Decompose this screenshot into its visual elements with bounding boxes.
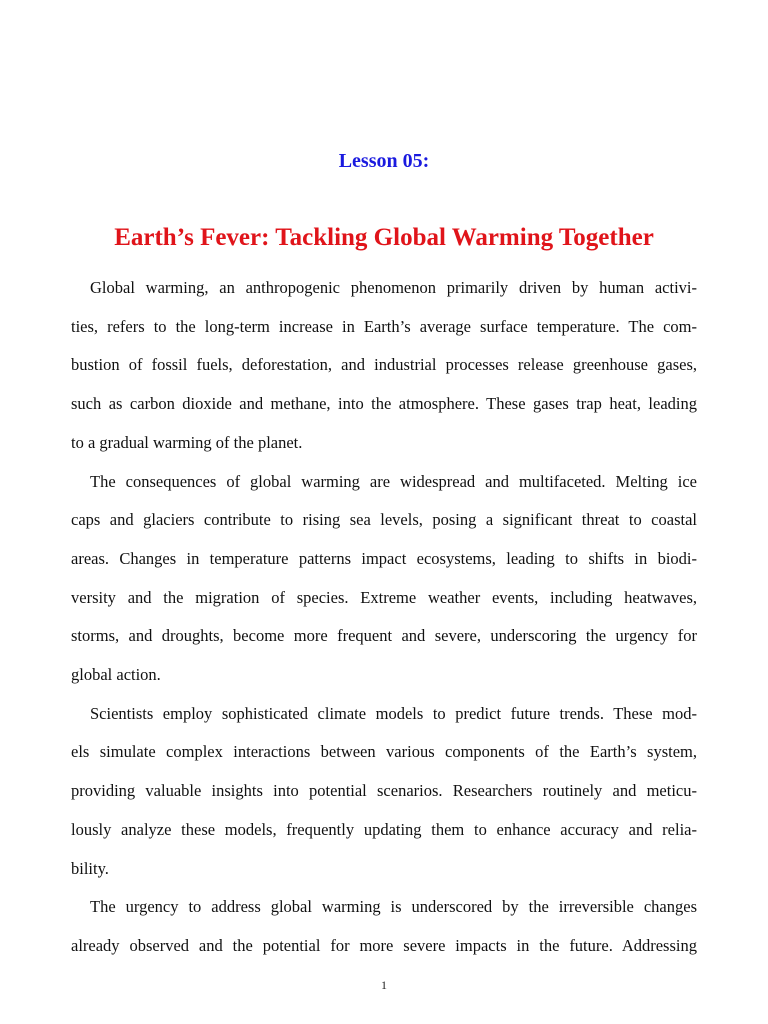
page-number: 1 [381, 978, 387, 992]
lesson-heading: Lesson 05: [338, 150, 430, 172]
text-line: areas. Changes in temperature patterns impact ecosystems, leading to shifts in biodi- [71, 548, 697, 568]
body-text [71, 269, 697, 966]
text-line: providing valuable insights into potential scenarios. Researchers routinely and meticu- [71, 781, 697, 801]
paragraph-3 [71, 695, 697, 889]
text-line: already observed and the potential for more severe impacts in the future. Addressing [71, 935, 697, 955]
text-line: versity and the migration of species. Extreme weather events, including heatwaves, [71, 587, 697, 607]
text-line: storms, and droughts, become more frequent and severe, underscoring the urgency for [71, 626, 697, 646]
text-line: The consequences of global warming are widespread and multifaceted. Melting ice [90, 471, 697, 491]
text-line: ties, refers to the long-term increase in Earth’s average surface temperature. The com- [71, 316, 697, 336]
text-line: bility. [71, 858, 109, 878]
text-line: such as carbon dioxide and methane, into the atmosphere. These gases trap heat, leading [71, 394, 697, 414]
paragraph-1 [71, 269, 697, 463]
text-line: Global warming, an anthropogenic phenomenon primarily driven by human activi- [90, 278, 697, 297]
text-line: lously analyze these models, frequently updating them to enhance accuracy and relia- [71, 819, 697, 839]
text-line: The urgency to address global warming is underscored by the irreversible changes [90, 897, 697, 917]
document-title: Earth’s Fever: Tackling Global Warming Together [114, 224, 654, 251]
paragraph-2 [71, 463, 697, 695]
text-line: els simulate complex interactions between various components of the Earth’s system, [71, 742, 697, 762]
text-line: to a gradual warming of the planet. [71, 432, 303, 452]
text-line: caps and glaciers contribute to rising sea levels, posing a significant threat to coastal [71, 510, 697, 530]
paragraph-4 [71, 888, 697, 965]
text-line: Scientists employ sophisticated climate models to predict future trends. These mod- [90, 703, 697, 723]
text-line: global action. [71, 665, 161, 685]
text-line: bustion of fossil fuels, deforestation, and industrial processes release greenhouse gases, [71, 355, 697, 375]
